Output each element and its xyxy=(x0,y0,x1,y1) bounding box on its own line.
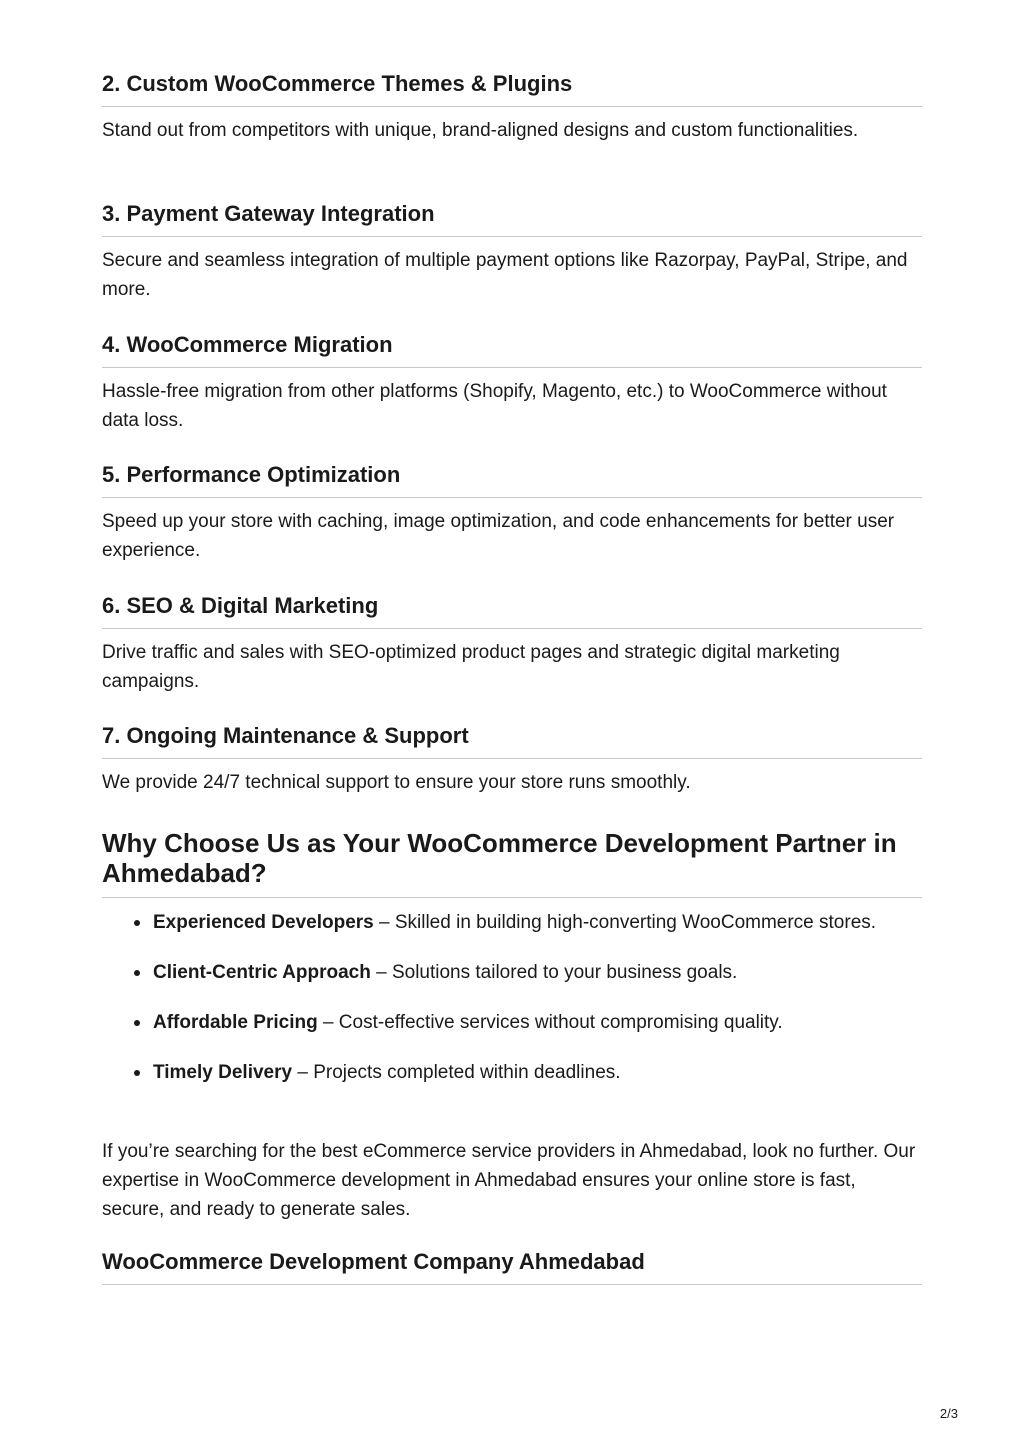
list-item xyxy=(102,958,922,987)
benefit-text: – Skilled in building high-converting WooCommerce stores. xyxy=(373,912,877,933)
bullet-icon xyxy=(134,970,140,976)
page-number: 2/3 xyxy=(939,1406,958,1421)
company-heading: WooCommerce Development Company Ahmedabad xyxy=(102,1248,922,1285)
section-description: Drive traffic and sales with SEO-optimized product pages and strategic digital marketing campaigns. xyxy=(102,642,840,692)
list-item xyxy=(102,908,922,937)
bullet-icon xyxy=(134,920,140,926)
section-heading: 2. Custom WooCommerce Themes & Plugins xyxy=(102,70,922,107)
service-section-seo xyxy=(102,592,922,696)
section-description: Secure and seamless integration of multiple payment options like Razorpay, PayPal, Stripe, and more. xyxy=(102,250,908,300)
benefit-label: Timely Delivery xyxy=(153,1062,293,1083)
service-section-maintenance xyxy=(102,722,922,797)
section-heading: 5. Performance Optimization xyxy=(102,461,922,498)
service-section-performance xyxy=(102,461,922,565)
benefit-text: – Cost-effective services without compromising quality. xyxy=(317,1012,783,1033)
section-description: Hassle-free migration from other platforms (Shopify, Magento, etc.) to WooCommerce without data loss. xyxy=(102,381,887,431)
service-section-payment-gateway xyxy=(102,200,922,304)
section-heading: 4. WooCommerce Migration xyxy=(102,331,922,368)
section-description: Stand out from competitors with unique, brand-aligned designs and custom functionalities. xyxy=(102,120,859,141)
section-description: Speed up your store with caching, image optimization, and code enhancements for better user experience. xyxy=(102,511,895,561)
benefit-label: Client-Centric Approach xyxy=(153,962,371,983)
list-item xyxy=(102,1008,922,1037)
benefit-text: – Projects completed within deadlines. xyxy=(292,1062,621,1083)
company-section xyxy=(102,1248,922,1285)
bullet-icon xyxy=(134,1020,140,1026)
why-choose-us-section xyxy=(102,828,922,1108)
list-item xyxy=(102,1058,922,1087)
section-heading: 7. Ongoing Maintenance & Support xyxy=(102,722,922,759)
section-heading: 3. Payment Gateway Integration xyxy=(102,200,922,237)
section-heading: 6. SEO & Digital Marketing xyxy=(102,592,922,629)
bullet-icon xyxy=(134,1070,140,1076)
section-description: We provide 24/7 technical support to ensure your store runs smoothly. xyxy=(102,772,691,793)
why-choose-us-heading: Why Choose Us as Your WooCommerce Development Partner in Ahmedabad? xyxy=(102,828,922,898)
benefit-text: – Solutions tailored to your business goals. xyxy=(370,962,738,983)
closing-paragraph: If you’re searching for the best eCommerce service providers in Ahmedabad, look no further. Our expertise in WooCommerce development in Ahmedabad ensures your online store is fast, secure, and ready to generate sales. xyxy=(102,1141,916,1220)
benefits-list xyxy=(102,908,922,1087)
service-section-custom-themes xyxy=(102,70,922,145)
benefit-label: Experienced Developers xyxy=(153,912,374,933)
benefit-label: Affordable Pricing xyxy=(153,1012,318,1033)
service-section-migration xyxy=(102,331,922,435)
